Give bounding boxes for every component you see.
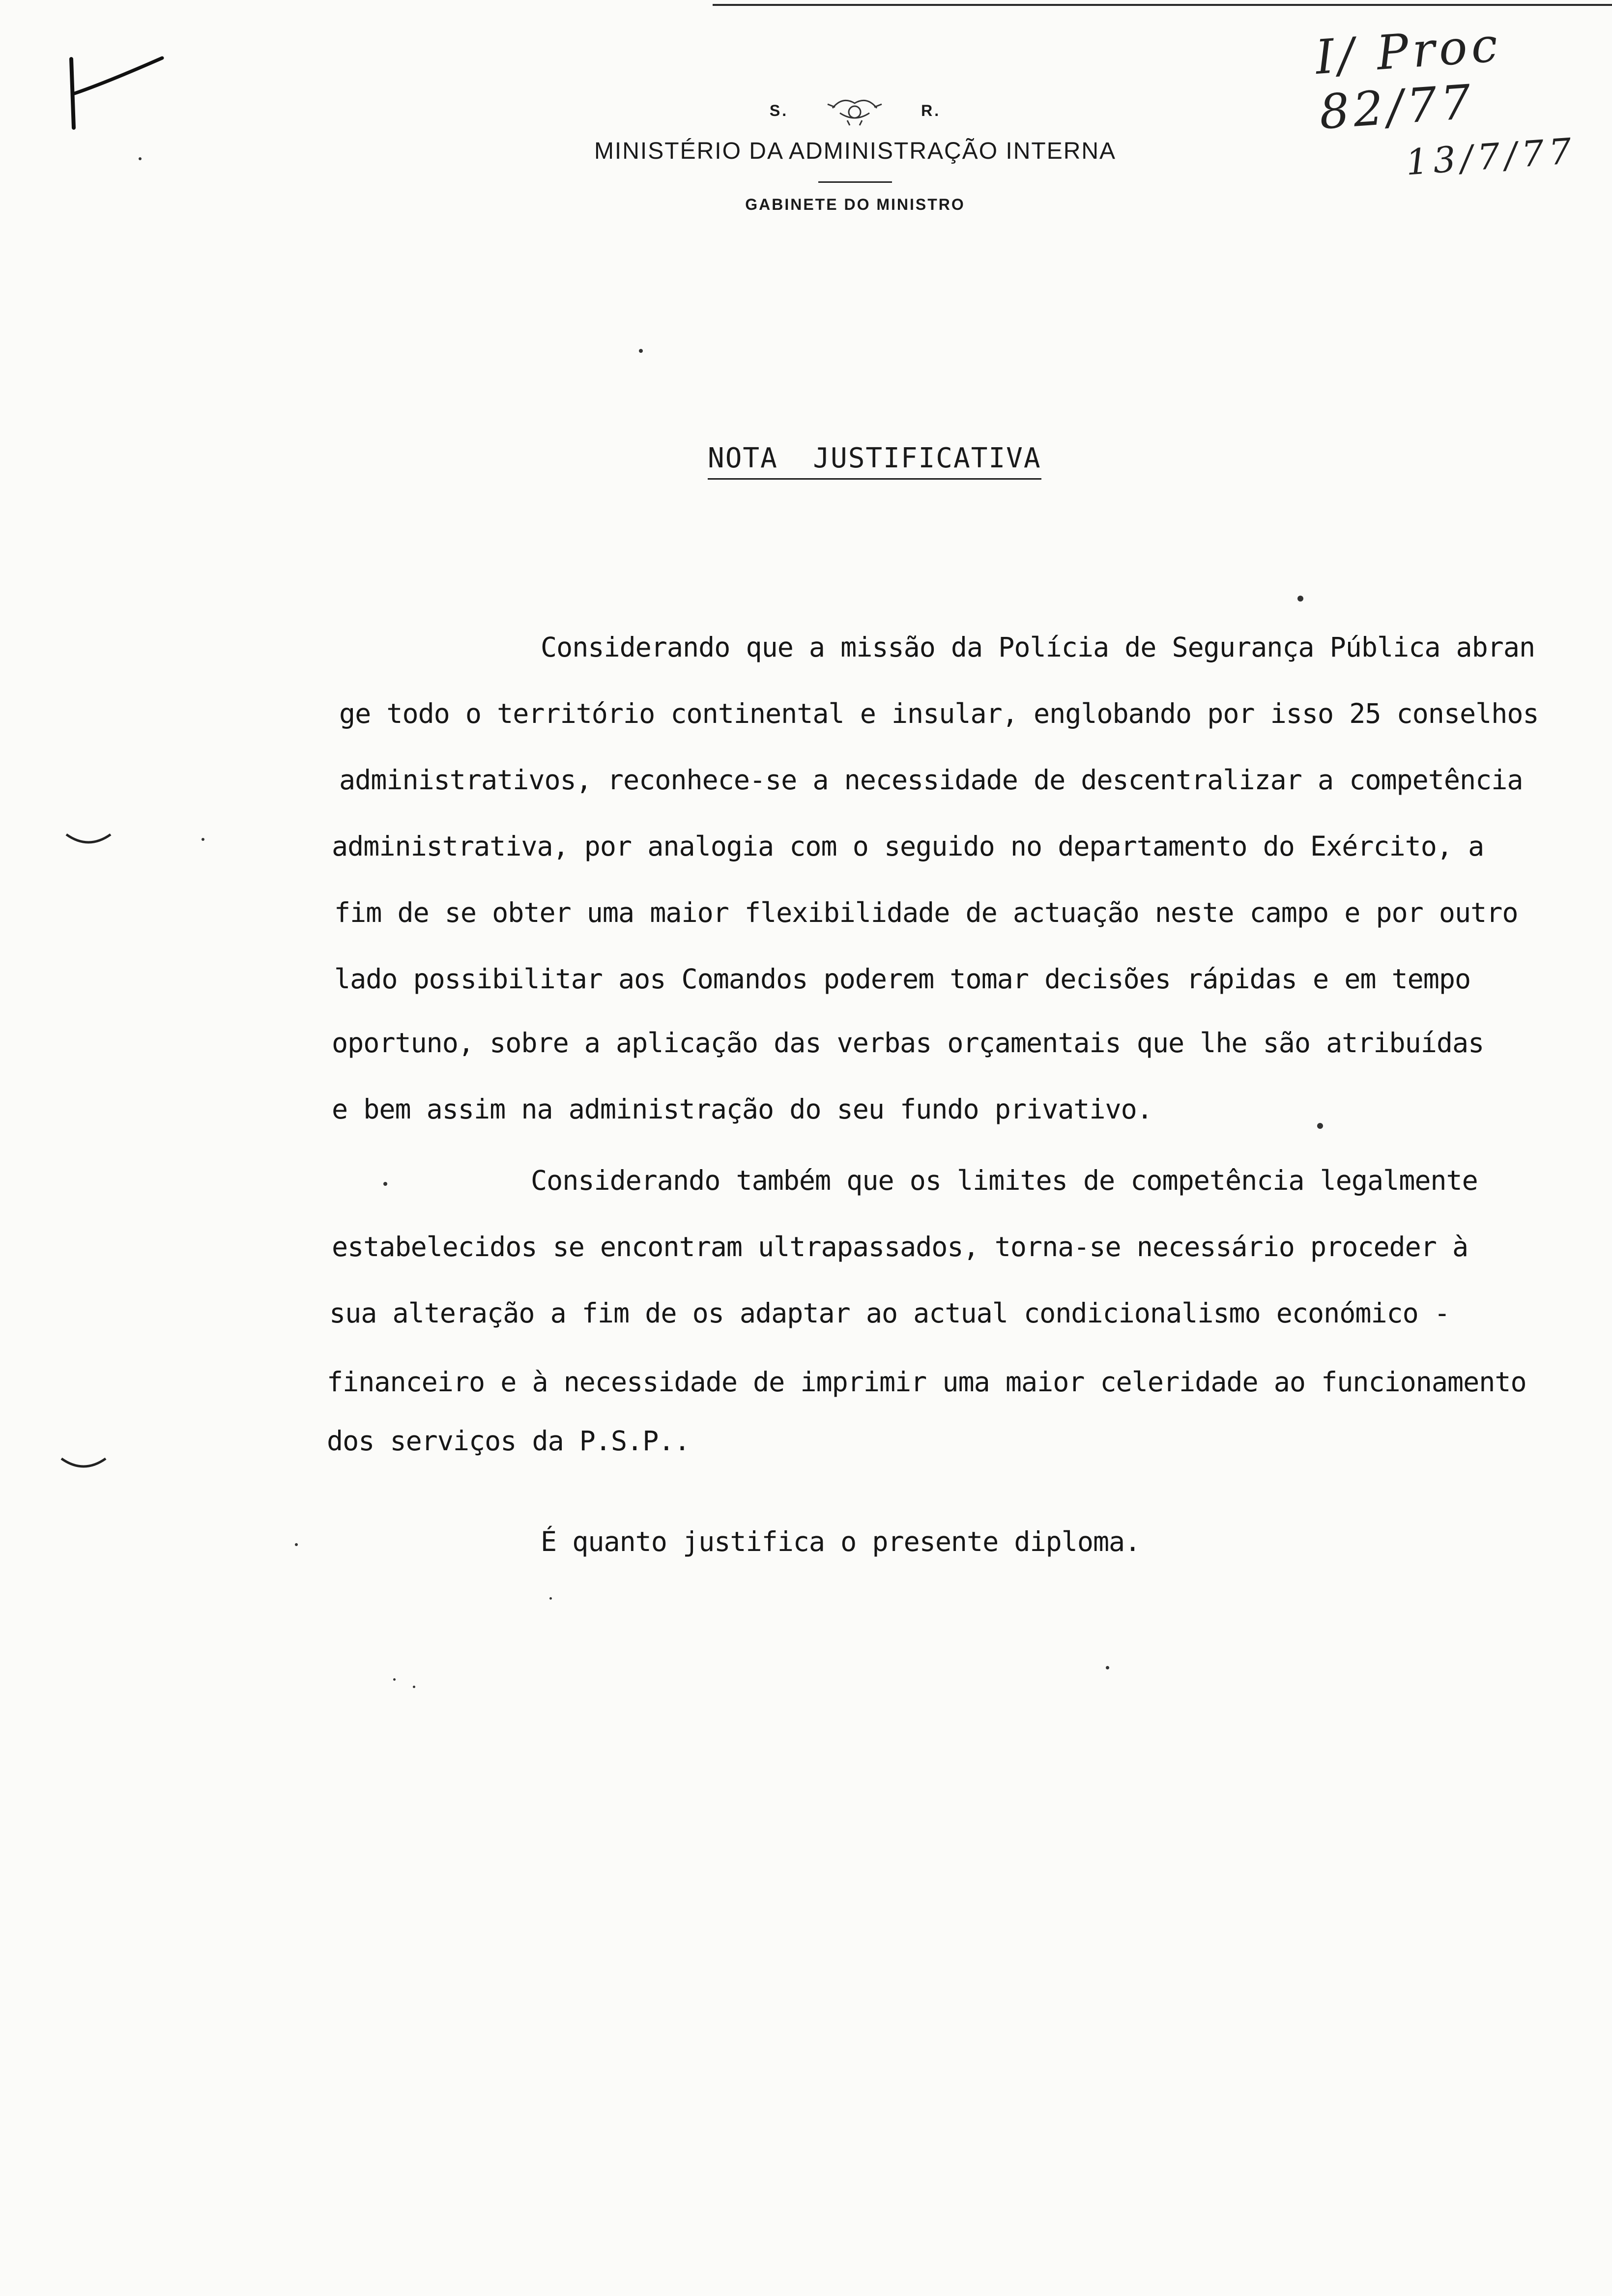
ministry-name: MINISTÉRIO DA ADMINISTRAÇÃO INTERNA bbox=[594, 138, 1117, 164]
scan-speck bbox=[1317, 1123, 1323, 1129]
scan-speck bbox=[1297, 596, 1303, 602]
archive-reference bbox=[1313, 17, 1612, 183]
letterhead bbox=[570, 93, 1140, 214]
paragraph1-line: e bem assim na administração do seu fundo privativo. bbox=[332, 1093, 1152, 1125]
letterhead-right-initial: R. bbox=[921, 101, 941, 119]
letterhead-left-initial: S. bbox=[769, 101, 789, 119]
scan-speck bbox=[295, 1543, 298, 1546]
paragraph1-line: Considerando que a missão da Polícia de Segurança Pública abran bbox=[541, 631, 1535, 663]
paragraph1-line: oportuno, sobre a aplicação das verbas orçamentais que lhe são atribuídas bbox=[332, 1027, 1484, 1059]
punch-hole-mark bbox=[64, 831, 113, 850]
punch-hole-mark bbox=[59, 1455, 108, 1474]
paragraph1-line: administrativa, por analogia com o seguido no departamento do Exército, a bbox=[332, 831, 1484, 862]
letterhead-divider bbox=[818, 181, 892, 183]
scan-speck bbox=[549, 1597, 552, 1600]
scan-speck bbox=[383, 1182, 387, 1186]
top-edge-rule bbox=[713, 4, 1612, 6]
scan-speck bbox=[639, 349, 643, 353]
archive-process-number: I/ Proc 82/77 bbox=[1313, 17, 1503, 140]
paragraph2-line: sua alteração a fim de os adaptar ao actual condicionalismo económico - bbox=[329, 1297, 1450, 1329]
scan-speck bbox=[393, 1678, 396, 1681]
scan-speck bbox=[139, 157, 142, 160]
paragraph1-line: fim de se obter uma maior flexibilidade de actuação neste campo e por outro bbox=[334, 897, 1518, 928]
paragraph1-line: lado possibilitar aos Comandos poderem tomar decisões rápidas e em tempo bbox=[334, 963, 1471, 995]
archive-date: 13/7/77 bbox=[1404, 130, 1578, 183]
paragraph2-line: Considerando também que os limites de competência legalmente bbox=[531, 1165, 1478, 1196]
scan-speck bbox=[1106, 1666, 1109, 1669]
paragraph1-line: ge todo o território continental e insular, englobando por isso 25 conselhos bbox=[339, 698, 1539, 729]
letterhead-seal-line bbox=[570, 93, 1140, 128]
coat-of-arms-icon bbox=[813, 93, 896, 128]
paragraph1-line: administrativos, reconhece-se a necessidade de descentralizar a competência bbox=[339, 764, 1523, 796]
scan-speck bbox=[202, 838, 204, 841]
paragraph2-line: dos serviços da P.S.P.. bbox=[327, 1425, 690, 1457]
paragraph2-line: financeiro e à necessidade de imprimir uma maior celeridade ao funcionamento bbox=[327, 1366, 1526, 1398]
closing-statement: É quanto justifica o presente diploma. bbox=[541, 1526, 1141, 1557]
check-mark-icon bbox=[64, 54, 172, 133]
scan-speck bbox=[413, 1686, 415, 1688]
document-title: NOTA JUSTIFICATIVA bbox=[708, 442, 1041, 480]
paragraph2-line: estabelecidos se encontram ultrapassados, torna-se necessário proceder à bbox=[332, 1231, 1468, 1263]
office-name: GABINETE DO MINISTRO bbox=[745, 196, 965, 213]
